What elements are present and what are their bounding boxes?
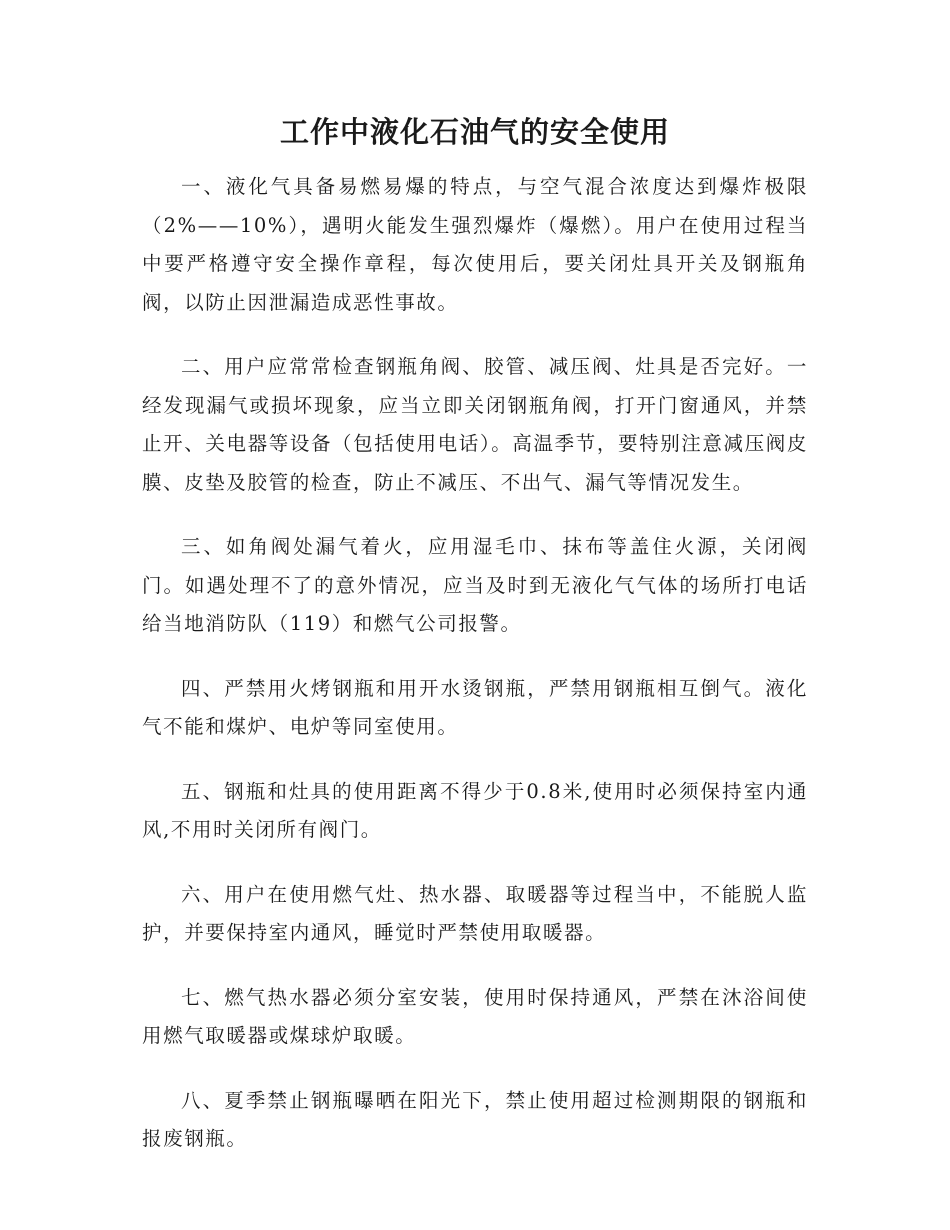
paragraph-5: 五、钢瓶和灶具的使用距离不得少于0.8米,使用时必须保持室内通风,不用时关闭所有阀门。 xyxy=(142,779,808,841)
paragraph-3: 三、如角阀处漏气着火，应用湿毛巾、抹布等盖住火源，关闭阀门。如遇处理不了的意外情况，应当及时到无液化气气体的场所打电话给当地消防队（119）和燃气公司报警。 xyxy=(142,535,808,635)
paragraph-1: 一、液化气具备易燃易爆的特点，与空气混合浓度达到爆炸极限（2%——10%），遇明火能发生强烈爆炸（爆燃）。用户在使用过程当中要严格遵守安全操作章程，每次使用后，要关闭灶具开关及钢瓶角阀，以防止因泄漏造成恶性事故。 xyxy=(142,175,808,314)
paragraph-4: 四、严禁用火烤钢瓶和用开水烫钢瓶，严禁用钢瓶相互倒气。液化气不能和煤炉、电炉等同室使用。 xyxy=(142,676,808,738)
paragraph-6: 六、用户在使用燃气灶、热水器、取暖器等过程当中，不能脱人监护，并要保持室内通风，睡觉时严禁使用取暖器。 xyxy=(142,882,808,944)
paragraph-8: 八、夏季禁止钢瓶曝晒在阳光下，禁止使用超过检测期限的钢瓶和报废钢瓶。 xyxy=(142,1088,808,1150)
document-title: 工作中液化石油气的安全使用 xyxy=(279,115,670,149)
paragraph-2: 二、用户应常常检查钢瓶角阀、胶管、减压阀、灶具是否完好。一经发现漏气或损坏现象，应当立即关闭钢瓶角阀，打开门窗通风，并禁止开、关电器等设备（包括使用电话）。高温季节，要特别注意减压阀皮膜、皮垫及胶管的检查，防止不减压、不出气、漏气等情况发生。 xyxy=(142,355,808,494)
paragraph-7: 七、燃气热水器必须分室安装，使用时保持通风，严禁在沐浴间使用燃气取暖器或煤球炉取暖。 xyxy=(142,985,808,1047)
document-body xyxy=(142,168,808,1185)
